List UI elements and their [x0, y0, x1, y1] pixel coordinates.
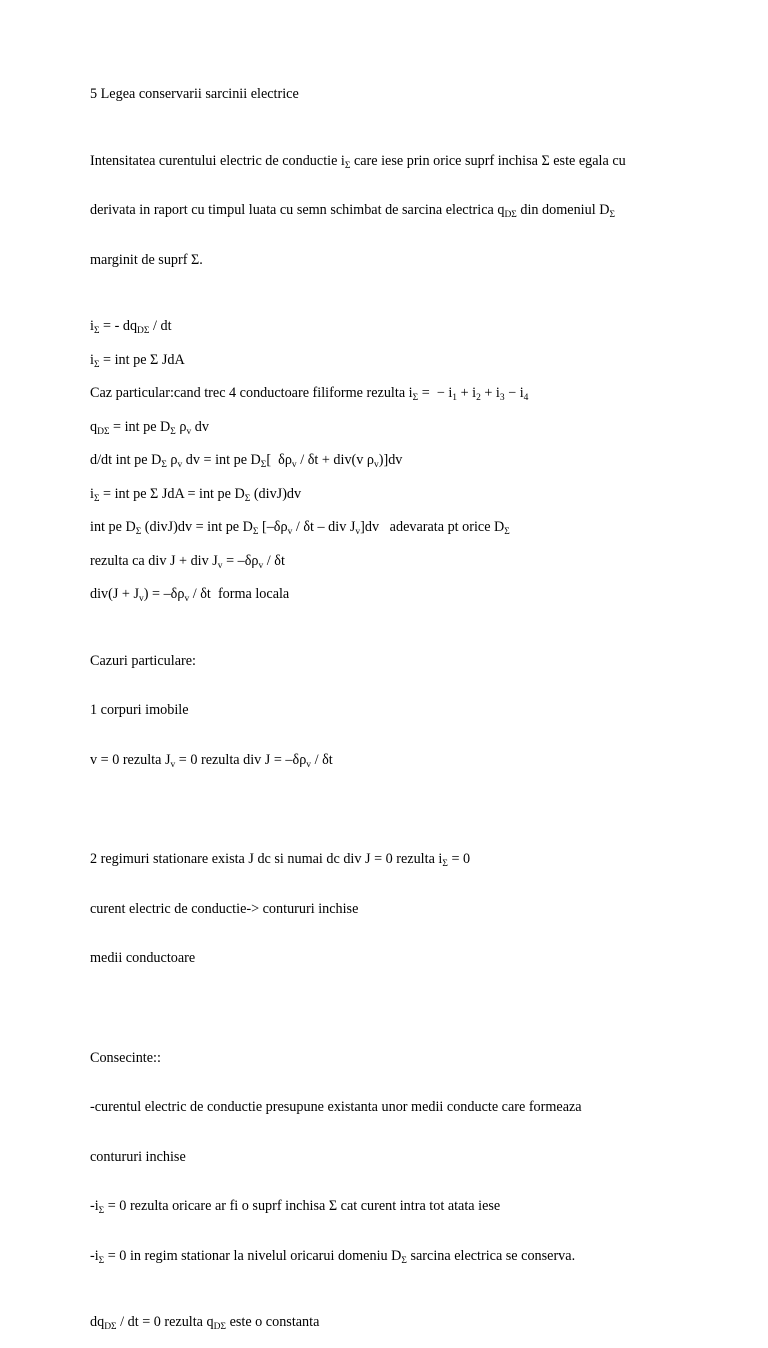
subscript: DΣ — [504, 210, 517, 220]
subscript: v — [217, 560, 223, 571]
subscript: Σ — [412, 393, 419, 403]
text-line: rezulta ca div J + div $J_v = -\delta\rho_v / \delta t$ — [90, 552, 285, 571]
subscript: Σ — [93, 493, 100, 504]
text-line: $q_{D\Sigma}$ = int pe $D_\Sigma$ $\rho_v$ dv — [90, 418, 209, 437]
text-line: $-i_\Sigma = 0$ in regim stationar la nivelul oricarui domeniu $D_\Sigma$ sarcina electrica se conserva. — [90, 1247, 576, 1266]
definition-paragraph — [90, 120, 690, 302]
subscript: Σ — [244, 493, 251, 504]
subscript: v — [374, 460, 379, 470]
text-line: 2 regimuri stationare exista J dc si numai dc div J = 0 rezulta $i_\Sigma = 0$ — [90, 851, 471, 869]
subscript: v — [177, 460, 183, 470]
text-line: $dq_{D\Sigma}$ / dt = 0 rezulta $q_{D\Sigma}$ este o constanta — [90, 1314, 320, 1332]
subscript: DΣ — [137, 326, 150, 336]
subscript: v — [186, 426, 192, 437]
subscript: Σ — [504, 527, 510, 537]
text-line: Intensitatea curentului electric de conductie $i_\Sigma$ care iese prin orice suprf inchisa Σ este egala cu — [90, 152, 626, 171]
text-line: $i_\Sigma$ = int pe Σ JdA — [90, 351, 185, 370]
text-line: 1 corpuri imobile — [90, 702, 189, 718]
subscript: v — [258, 560, 264, 571]
subscript: 4 — [523, 393, 529, 403]
equation — [90, 553, 690, 570]
subscript: Σ — [93, 359, 100, 370]
stationary-regime-paragraph — [90, 818, 690, 1000]
text-line: -curentul electric de conductie presupune existanta unor medii conducte care formeaza — [90, 1099, 582, 1115]
equation — [90, 486, 690, 503]
subscript: v — [287, 527, 293, 537]
subscript: v — [170, 759, 176, 770]
text-line: d/dt int pe $D_\Sigma$ $\rho_v$ dv = int pe $D_\Sigma$[ $\delta\rho_v / \delta t + div(v$ $\rho_v)]dv$ — [90, 452, 403, 470]
consequences-paragraph — [90, 1017, 690, 1298]
subscript: DΣ — [213, 1322, 227, 1332]
particular-case-line — [90, 385, 690, 402]
subscript: v — [184, 594, 190, 604]
text-line: medii conductoare — [90, 950, 196, 966]
equation — [90, 352, 690, 369]
particular-cases-paragraph — [90, 620, 690, 802]
subscript: 3 — [499, 393, 505, 403]
equation — [90, 318, 690, 335]
subscript: Σ — [344, 160, 351, 171]
subscript: Σ — [98, 1255, 105, 1266]
subscript: Σ — [260, 460, 267, 470]
subscript: Σ — [170, 426, 176, 437]
equation — [90, 1314, 690, 1331]
subscript: Σ — [93, 326, 100, 336]
subscript: Σ — [161, 460, 167, 470]
text-line: Cazuri particulare: — [90, 652, 196, 669]
subscript: 2 — [476, 393, 481, 403]
text-line: $div(J + J_v) = -\delta\rho_v / \delta t$ forma locala — [90, 586, 290, 604]
document-page — [90, 86, 690, 1348]
text-line: $i_\Sigma$ = int pe Σ JdA = int pe $D_\Sigma$ (divJ)dv — [90, 485, 302, 504]
text-line: $i_\Sigma$ = - $dq_{D\Sigma}$ / dt — [90, 318, 172, 336]
equation — [90, 452, 690, 469]
subscript: v — [291, 460, 297, 470]
equation — [90, 519, 690, 536]
subscript: Σ — [401, 1255, 407, 1266]
equation — [90, 586, 690, 603]
subscript: Σ — [98, 1206, 105, 1216]
subscript: 1 — [452, 393, 458, 403]
text-line: Caz particular:cand trec 4 conductoare filiforme rezulta $i_\Sigma$ = − $i_1 + i_2 + i_3 - i_4$ — [90, 385, 529, 403]
subscript: DΣ — [104, 1322, 117, 1332]
subscript: Σ — [135, 527, 142, 537]
subscript: v — [355, 527, 361, 537]
subscript: Σ — [252, 527, 259, 537]
text-line: curent electric de conductie-> contururi inchise — [90, 900, 359, 917]
subscript: DΣ — [97, 426, 110, 437]
text-line: $-i_\Sigma = 0$ rezulta oricare ar fi o suprf inchisa Σ cat curent intra tot atata iese — [90, 1198, 501, 1216]
subscript: Σ — [442, 859, 448, 869]
subscript: v — [306, 759, 312, 770]
text-line: 5 Legea conservarii sarcinii electrice — [90, 86, 299, 102]
subscript: v — [139, 594, 144, 604]
text-line: marginit de suprf Σ. — [90, 251, 203, 268]
subscript: Σ — [609, 210, 615, 220]
equation — [90, 419, 690, 436]
text-line: v = 0 rezulta $J_v = 0$ rezulta div $J = -\delta\rho_v / \delta t$ — [90, 751, 333, 770]
text-line: int pe $D_\Sigma$ (divJ)dv = int pe $D_\Sigma$ [$-\delta\rho_v$ / δt – div $J_v]dv$ adevarata pt orice $D_\Sigma$ — [90, 519, 510, 537]
text-line: contururi inchise — [90, 1148, 186, 1165]
section-title — [90, 86, 690, 103]
text-line: derivata in raport cu timpul luata cu semn schimbat de sarcina electrica $q_{D\Sigma}$ din domeniul $D_\Sigma$ — [90, 202, 615, 220]
text-line: Consecinte:: — [90, 1049, 161, 1066]
